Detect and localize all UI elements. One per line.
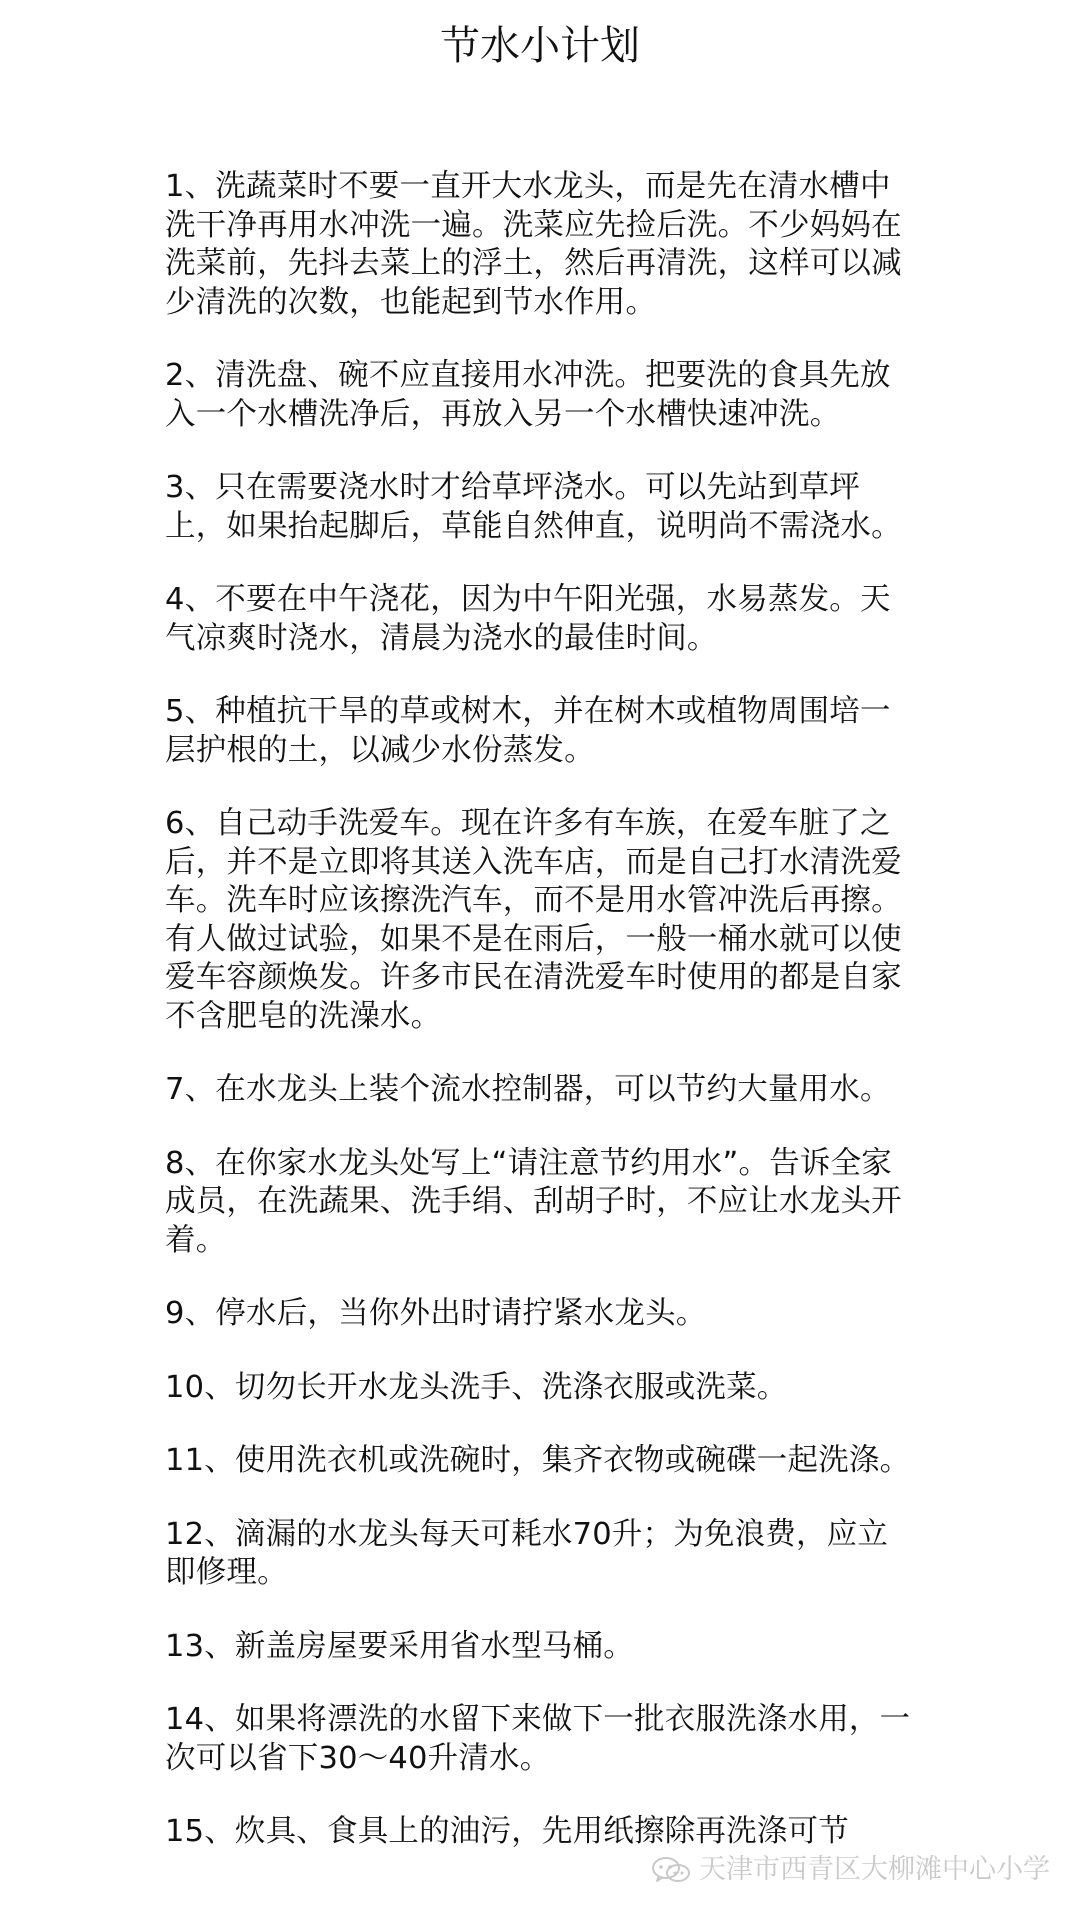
water-saving-list [165,168,915,1887]
list-item: 5、种植抗干旱的草或树木，并在树木或植物周围培一层护根的土，以减少水份蒸发。 [165,694,891,768]
list-item: 10、切勿长开水龙头洗手、洗涤衣服或洗菜。 [165,1369,788,1405]
list-item: 11、使用洗衣机或洗碗时，集齐衣物或碗碟一起洗涤。 [165,1443,911,1478]
list-item: 4、不要在中午浇花，因为中午阳光强，水易蒸发。天气凉爽时浇水，清晨为浇水的最佳时间。 [165,582,891,656]
list-item: 12、滴漏的水龙头每天可耗水70升；为免浪费，应立即修理。 [165,1516,889,1590]
list-item: 9、停水后，当你外出时请拧紧水龙头。 [165,1296,707,1331]
list-item: 8、在你家水龙头处写上“请注意节约用水”。告诉全家成员，在洗蔬果、洗手绢、刮胡子时，不应让水龙头开着。 [165,1145,902,1258]
page-title: 节水小计划 [440,23,640,69]
list-item: 2、清洗盘、碗不应直接用水冲洗。把要洗的食具先放入一个水槽洗净后，再放入另一个水槽快速冲洗。 [165,358,891,432]
wechat-watermark [651,1852,1050,1888]
list-item: 6、自己动手洗爱车。现在许多有车族，在爱车脏了之后，并不是立即将其送入洗车店，而是自己打水清洗爱车。洗车时应该擦洗汽车，而不是用水管冲洗后再擦。有人做过试验，如果不是在雨后，一般一桶水就可以使爱车容颜焕发。许多市民在清洗爱车时使用的都是自家不含肥皂的洗澡水。 [165,806,902,1034]
list-item: 3、只在需要浇水时才给草坪浇水。可以先站到草坪上，如果抬起脚后，草能自然伸直，说明尚不需浇水。 [165,470,902,544]
list-item: 13、新盖房屋要采用省水型马桶。 [165,1628,635,1664]
list-item: 15、炊具、食具上的油污，先用纸擦除再洗涤可节 [165,1814,849,1849]
watermark-text: 天津市西青区大柳滩中心小学 [699,1854,1050,1885]
list-item: 14、如果将漂洗的水留下来做下一批衣服洗涤水用，一次可以省下30～40升清水。 [165,1702,911,1776]
wechat-icon [651,1856,691,1884]
list-item: 7、在水龙头上装个流水控制器，可以节约大量用水。 [165,1072,891,1107]
list-item: 1、洗蔬菜时不要一直开大水龙头，而是先在清水槽中洗干净再用水冲洗一遍。洗菜应先捡后洗。不少妈妈在洗菜前，先抖去菜上的浮土，然后再清洗，这样可以减少清洗的次数，也能起到节水作用。 [165,169,902,320]
